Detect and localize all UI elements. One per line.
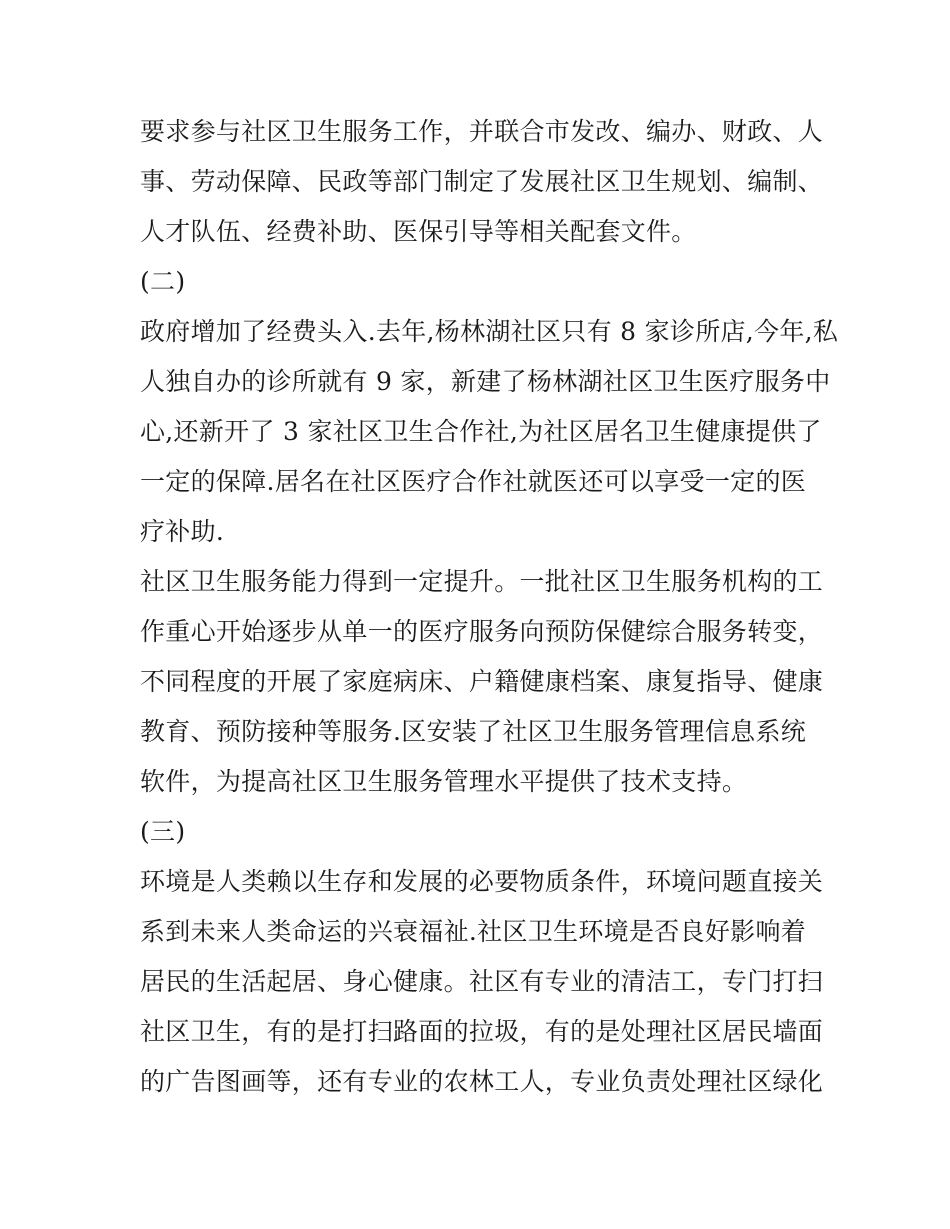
text-line: 作重心开始逐步从单一的医疗服务向预防保健综合服务转变， (140, 617, 824, 646)
text-line: 的广告图画等，还有专业的农林工人，专业负责处理社区绿化 (140, 1067, 824, 1096)
text-line: 居民的生活起居、身心健康。社区有专业的清洁工，专门打扫 (140, 967, 824, 996)
text-line: 社区卫生，有的是打扫路面的拉圾，有的是处理社区居民墙面 (140, 1017, 824, 1046)
text-line: 系到未来人类命运的兴衰福祉.社区卫生环境是否良好影响着 (140, 917, 807, 946)
text-line: 疗补助. (140, 517, 225, 546)
section-heading: (三) (140, 817, 186, 846)
text-line: 人独自办的诊所就有 9 家，新建了杨林湖社区卫生医疗服务中 (140, 367, 831, 396)
text-line: 要求参与社区卫生服务工作，并联合市发改、编办、财政、人 (140, 117, 824, 146)
text-line: 心,还新开了 3 家社区卫生合作社,为社区居名卫生健康提供了 (140, 417, 822, 446)
text-line: 教育、预防接种等服务.区安装了社区卫生服务管理信息系统 (140, 717, 807, 746)
section-heading: (二) (140, 267, 186, 296)
text-line: 环境是人类赖以生存和发展的必要物质条件，环境问题直接关 (140, 867, 824, 896)
text-line: 社区卫生服务能力得到一定提升。一批社区卫生服务机构的工 (140, 567, 824, 596)
text-line: 政府增加了经费头入.去年,杨林湖社区只有 8 家诊所店,今年,私 (140, 317, 839, 346)
text-line: 一定的保障.居名在社区医疗合作社就医还可以享受一定的医 (140, 467, 807, 496)
document-body (140, 107, 839, 1107)
text-line: 软件，为提高社区卫生服务管理水平提供了技术支持。 (140, 767, 748, 796)
text-line: 事、劳动保障、民政等部门制定了发展社区卫生规划、编制、 (140, 167, 824, 196)
text-line: 不同程度的开展了家庭病床、户籍健康档案、康复指导、健康 (140, 667, 824, 696)
text-line: 人才队伍、经费补助、医保引导等相关配套文件。 (140, 217, 697, 246)
